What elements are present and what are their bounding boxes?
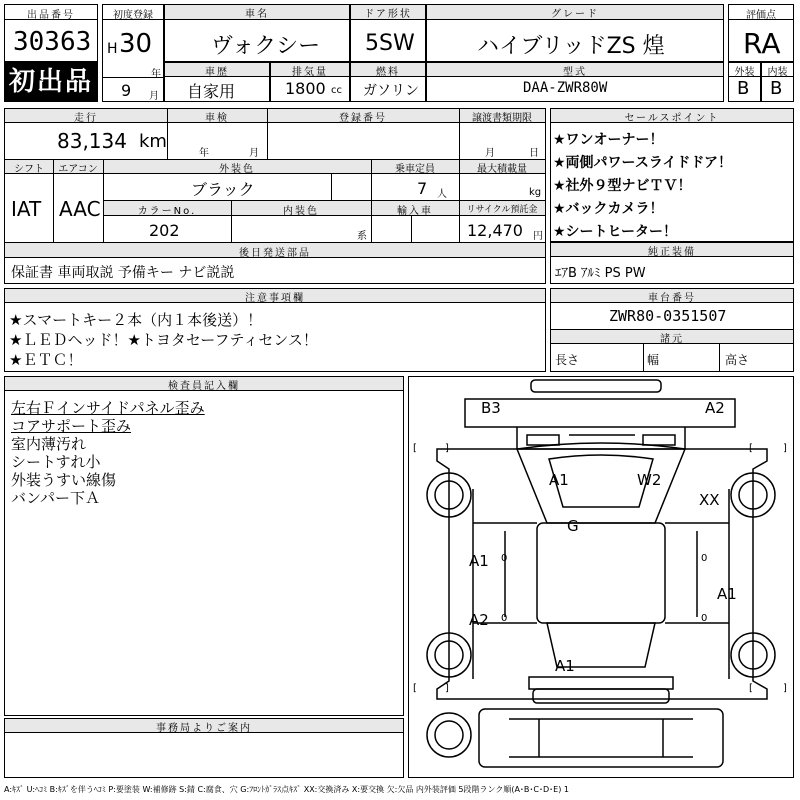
recycle-label: リサイクル預託金	[466, 205, 538, 215]
capacity-label: 乗車定員	[395, 164, 435, 175]
equipment-value: ｴｱB ｱﾙﾐ PS PW	[555, 266, 646, 281]
inspector-line: バンパー下Ａ	[11, 489, 100, 507]
mark-w2: W2	[637, 471, 662, 489]
door-value: 5SW	[365, 31, 415, 56]
recycle-unit: 円	[533, 231, 543, 242]
lot-number: 30363	[13, 27, 92, 57]
interior-color-unit: 系	[357, 231, 367, 242]
recycle-value: 12,470	[467, 221, 523, 240]
bracket-mark: [	[413, 683, 417, 694]
inspection-month-unit: 月	[249, 148, 259, 159]
interior-grade-value: B	[770, 78, 783, 99]
dim-width: 幅	[647, 353, 660, 367]
mark-zero: 0	[501, 553, 508, 564]
inspection-year-unit: 年	[199, 148, 209, 159]
aircon-label: エアコン	[58, 164, 98, 175]
door-box	[350, 4, 426, 62]
later-items-label: 後日発送部品	[239, 248, 311, 259]
max-load-unit: kg	[529, 187, 542, 198]
history-value: 自家用	[187, 82, 236, 101]
dimensions-label: 諸元	[551, 330, 793, 343]
bracket-mark: [	[749, 683, 753, 694]
mark-a2-left: A2	[469, 611, 489, 629]
displacement-unit: cc	[331, 85, 342, 96]
grade-box	[426, 4, 724, 62]
model-type-label: 型式	[427, 63, 723, 76]
inspector-line: シートすれ小	[11, 453, 101, 471]
sales-point-item: ★バックカメラ！	[553, 201, 664, 217]
chassis-box	[550, 288, 794, 372]
notes-line: ★ＬＥＤヘッド！★トヨタセーフティセンス！	[9, 331, 318, 349]
notes-line: ★スマートキー２本（内１本後送）！	[9, 311, 263, 329]
inspector-line: 左右Ｆインサイドパネル歪み	[11, 399, 205, 417]
mark-a2-top: A2	[705, 399, 725, 417]
dim-height: 高さ	[725, 353, 750, 367]
mark-zero: 0	[701, 613, 708, 624]
model-type-value: DAA-ZWR80W	[523, 80, 608, 96]
exterior-grade-label: 外装	[734, 67, 755, 78]
history-label: 車歴	[165, 63, 269, 76]
color-no-value: 202	[149, 221, 180, 240]
rating-box	[728, 4, 794, 62]
mark-a1-rear: A1	[555, 657, 575, 675]
sales-point-item: ★シートヒーター！	[553, 224, 677, 240]
max-load-label: 最大積載量	[477, 164, 527, 175]
spec-grid	[4, 108, 546, 284]
mark-a1-right: A1	[717, 585, 737, 603]
sales-points-label: セールスポイント	[551, 109, 793, 122]
first-reg-box	[102, 4, 164, 102]
mark-xx: XX	[699, 491, 720, 509]
bracket-mark: ]	[783, 443, 787, 454]
bracket-mark: [	[749, 443, 753, 454]
mark-a1-left: A1	[469, 552, 489, 570]
inspector-box	[4, 376, 404, 716]
fuel-value: ガソリン	[363, 83, 419, 99]
exterior-color-label: 外装色	[219, 164, 255, 175]
fuel-label: 燃料	[351, 63, 425, 76]
bracket-mark: ]	[445, 443, 449, 454]
capacity-unit: 人	[437, 189, 447, 200]
interior-grade-label: 内装	[767, 67, 788, 78]
rating-label: 評価点	[746, 10, 776, 21]
office-box	[4, 718, 404, 778]
bracket-mark: ]	[783, 683, 787, 694]
office-label: 事務局よりご案内	[5, 719, 403, 732]
exterior-color-value: ブラック	[191, 180, 255, 199]
notes-label: 注意事項欄	[5, 289, 545, 302]
mark-b3: B3	[481, 399, 501, 417]
lot-label: 出品番号	[27, 10, 75, 21]
car-name-box	[164, 4, 350, 62]
inspector-line: コアサポート歪み	[11, 417, 132, 435]
grade-value: ハイブリッドZS 煌	[477, 34, 665, 59]
car-name-value: ヴォクシー	[211, 34, 321, 59]
rating-value: RA	[743, 27, 781, 60]
import-label: 輸入車	[397, 206, 433, 217]
first-reg-label: 初度登録	[113, 10, 153, 21]
car-name-label: 車名	[165, 5, 349, 19]
bracket-mark: [	[413, 443, 417, 454]
displacement-value: 1800	[285, 79, 326, 98]
chassis-label: 車台番号	[551, 289, 793, 302]
aircon-value: AAC	[59, 197, 101, 221]
registration-label: 登録番号	[339, 113, 387, 124]
transfer-docs-label: 譲渡書類期限	[472, 113, 532, 124]
mileage-value: 83,134	[57, 129, 127, 153]
dim-length: 長さ	[555, 353, 580, 367]
mark-zero: 0	[501, 613, 508, 624]
sales-point-item: ★ワンオーナー！	[553, 132, 664, 148]
mileage-label: 走行	[74, 113, 98, 124]
door-label: ドア形状	[351, 5, 425, 19]
interior-color-label: 内装色	[283, 206, 319, 217]
sales-point-item: ★両側パワースライドドア！	[553, 155, 733, 171]
grade-label: グレード	[427, 5, 723, 19]
capacity-value: 7	[417, 179, 428, 198]
mark-a1-front: A1	[549, 471, 569, 489]
later-items-value: 保証書 車両取説 予備キー ナビ説説	[11, 265, 235, 281]
equipment-label: 純正装備	[551, 243, 793, 256]
displacement-box	[270, 62, 350, 102]
history-box	[164, 62, 270, 102]
exterior-grade-value: B	[737, 78, 750, 99]
first-listing-badge: 初出品	[4, 62, 98, 102]
inspector-label: 検査員記入欄	[5, 377, 403, 390]
first-reg-era: H	[107, 41, 118, 57]
equipment-box	[550, 242, 794, 284]
mark-zero: 0	[701, 553, 708, 564]
transfer-month-unit: 月	[485, 148, 495, 159]
month-unit: 月	[149, 91, 159, 102]
mileage-unit: km	[139, 131, 167, 152]
car-diagram-svg	[409, 377, 793, 777]
notes-box	[4, 288, 546, 372]
inspection-label: 車検	[205, 113, 229, 124]
year-unit: 年	[151, 69, 161, 80]
exterior-grade-box	[728, 62, 761, 102]
model-type-box	[426, 62, 724, 102]
chassis-value: ZWR80-0351507	[609, 307, 727, 325]
fuel-box	[350, 62, 426, 102]
sales-points-box	[550, 108, 794, 242]
displacement-label: 排気量	[271, 63, 349, 76]
interior-grade-box	[761, 62, 794, 102]
shift-label: シフト	[14, 164, 44, 175]
shift-value: IAT	[11, 197, 42, 221]
notes-line: ★ＥＴＣ！	[9, 351, 83, 369]
inspector-line: 室内薄汚れ	[11, 435, 87, 453]
mark-g: G	[567, 517, 579, 535]
first-reg-year: 30	[119, 29, 153, 59]
transfer-day-unit: 日	[529, 148, 539, 159]
legend: A:ｷｽﾞ U:ﾍｺﾐ B:ｷｽﾞを伴うﾍｺﾐ P:要塗装 W:補修跡 S:錆 C:腐食、穴 G:ﾌﾛﾝﾄｶﾞﾗｽ点ｷｽﾞ XX:交換済み X:要交換 欠:欠品 内外装評価 5段階ランク順(A･B･C･D･E) 1	[4, 785, 569, 794]
first-reg-month: 9	[121, 81, 132, 100]
lot-box	[4, 4, 98, 62]
inspector-line: 外装うすい線傷	[11, 471, 117, 489]
color-no-label: カラーNo.	[137, 206, 197, 217]
damage-diagram	[408, 376, 794, 778]
sales-point-item: ★社外９型ナビＴＶ！	[553, 178, 692, 194]
bracket-mark: ]	[445, 683, 449, 694]
